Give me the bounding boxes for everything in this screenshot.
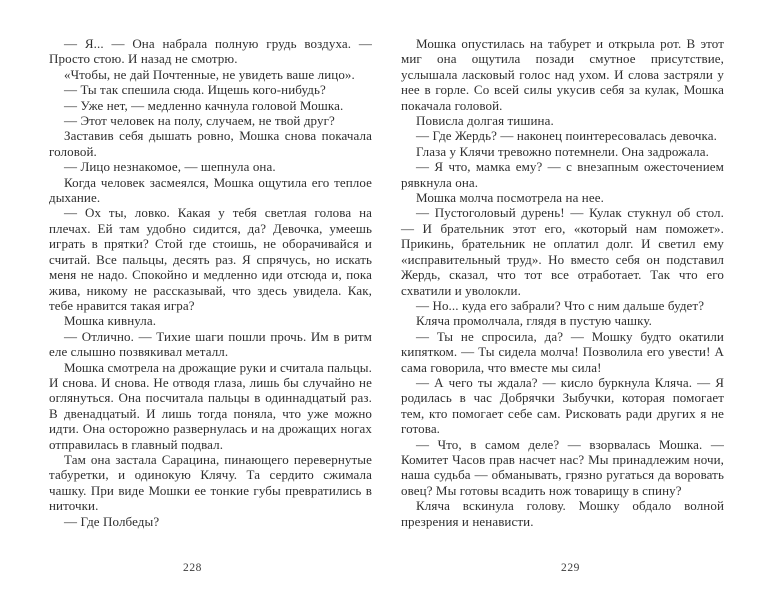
paragraph: — Отлично. — Тихие шаги пошли прочь. Им в ритм еле слышно позвякивал металл.	[49, 328, 372, 360]
paragraph: — Ты не спросила, да? — Мошку будто окатили кипятком. — Ты сидела молча! Позволила его увести! А сама говорила, что вместе мы сила!	[401, 328, 724, 375]
paragraph: — Ох ты, ловко. Какая у тебя светлая голова на плечах. Ей там удобно сидится, да? Девочка, умеешь играть в прятки? Стой где стоишь, не оборачивайся и считай. Все пальцы, десять раз. Я спрячусь, но искать меня не надо. Спокойно и медленно иди отсюда и, пока жива, никому не рассказывай, что здесь увидела. Как, тебе нравится такая игра?	[49, 205, 372, 313]
paragraph: Кляча вскинула голову. Мошку обдало волной презрения и ненависти.	[401, 498, 724, 529]
paragraph: Заставив себя дышать ровно, Мошка снова покачала головой.	[49, 128, 372, 159]
paragraph: — Где Жердь? — наконец поинтересовалась девочка.	[416, 128, 717, 144]
paragraph: Кляча промолчала, глядя в пустую чашку.	[416, 313, 652, 329]
page-number-left: 228	[182, 562, 203, 574]
paragraph: Когда человек засмеялся, Мошка ощутила его теплое дыхание.	[49, 174, 372, 206]
paragraph: Мошка опустилась на табурет и открыла рот. В этот миг она ощутила позади смутное присутствие, услышала ласковый голос над ухом. И слова застряли у нее в горле. Со всей силы укусив себя за кулак, Мошка покачала головой.	[401, 36, 724, 113]
paragraph: — Этот человек на полу, случаем, не твой друг?	[64, 113, 335, 129]
paragraph: Повисла долгая тишина.	[416, 113, 554, 129]
paragraph: — А чего ты ждала? — кисло буркнула Кляча. — Я родилась в час Добрячки Зыбучки, которая помогает тем, кто помогает себе сам. Рисковать ради других я не готова.	[401, 374, 724, 437]
paragraph: Мошка молча посмотрела на нее.	[416, 190, 604, 206]
paragraph: Мошка кивнула.	[64, 313, 157, 329]
paragraph: — Но... куда его забрали? Что с ним дальше будет?	[416, 297, 705, 313]
paragraph: «Чтобы, не дай Почтенные, не увидеть ваше лицо».	[64, 66, 355, 82]
paragraph: Мошка смотрела на дрожащие руки и считала пальцы. И снова. И снова. Не отводя глаза, лишь бы случайно не оглянуться. Она посчитала пальцы в одиннадцатый раз. В двенадцатый. И лишь тогда поняла, что уже можно идти. Она осторожно развернулась и на дрожащих ногах отправилась в главный подвал.	[49, 359, 372, 452]
paragraph: — Ты так спешила сюда. Ищешь кого-нибудь?	[64, 82, 326, 98]
paragraph: — Что, в самом деле? — взорвалась Мошка. — Комитет Часов прав насчет нас? Мы принадлежим ночи, наша судьба — обманывать, грязно ругаться да воровать овец? Мы готовы всадить нож товарищу в спину?	[401, 436, 724, 498]
paragraph: — Где Полбеды?	[64, 513, 160, 529]
page-number-right: 229	[560, 562, 581, 574]
paragraph: — Я что, мамка ему? — с внезапным ожесточением рявкнула она.	[401, 159, 724, 190]
paragraph: — Пустоголовый дурень! — Кулак стукнул об стол. — И брательник этот его, «который нам поможет». Прикинь, брательник не оплатил долг. И светил ему «исправительный труд». Но вместо себя он подставил Жердь, сказал, что тот все отработает. Так что его схватили и уволокли.	[401, 205, 724, 298]
paragraph: — Лицо незнакомое, — шепнула она.	[64, 159, 276, 175]
page-right-text	[401, 36, 724, 529]
paragraph: — Я... — Она набрала полную грудь воздуха. — Просто стою. И назад не смотрю.	[49, 36, 372, 67]
page-right	[385, 0, 770, 602]
paragraph: Глаза у Клячи тревожно потемнели. Она задрожала.	[416, 143, 709, 159]
page-left-text	[49, 36, 372, 529]
paragraph: Там она застала Сарацина, пинающего перевернутые табуретки, и одинокую Клячу. Та сердито сжимала чашку. При виде Мошки ее тонкие губы превратились в ниточки.	[49, 451, 372, 514]
paragraph: — Уже нет, — медленно качнула головой Мошка.	[64, 97, 344, 113]
